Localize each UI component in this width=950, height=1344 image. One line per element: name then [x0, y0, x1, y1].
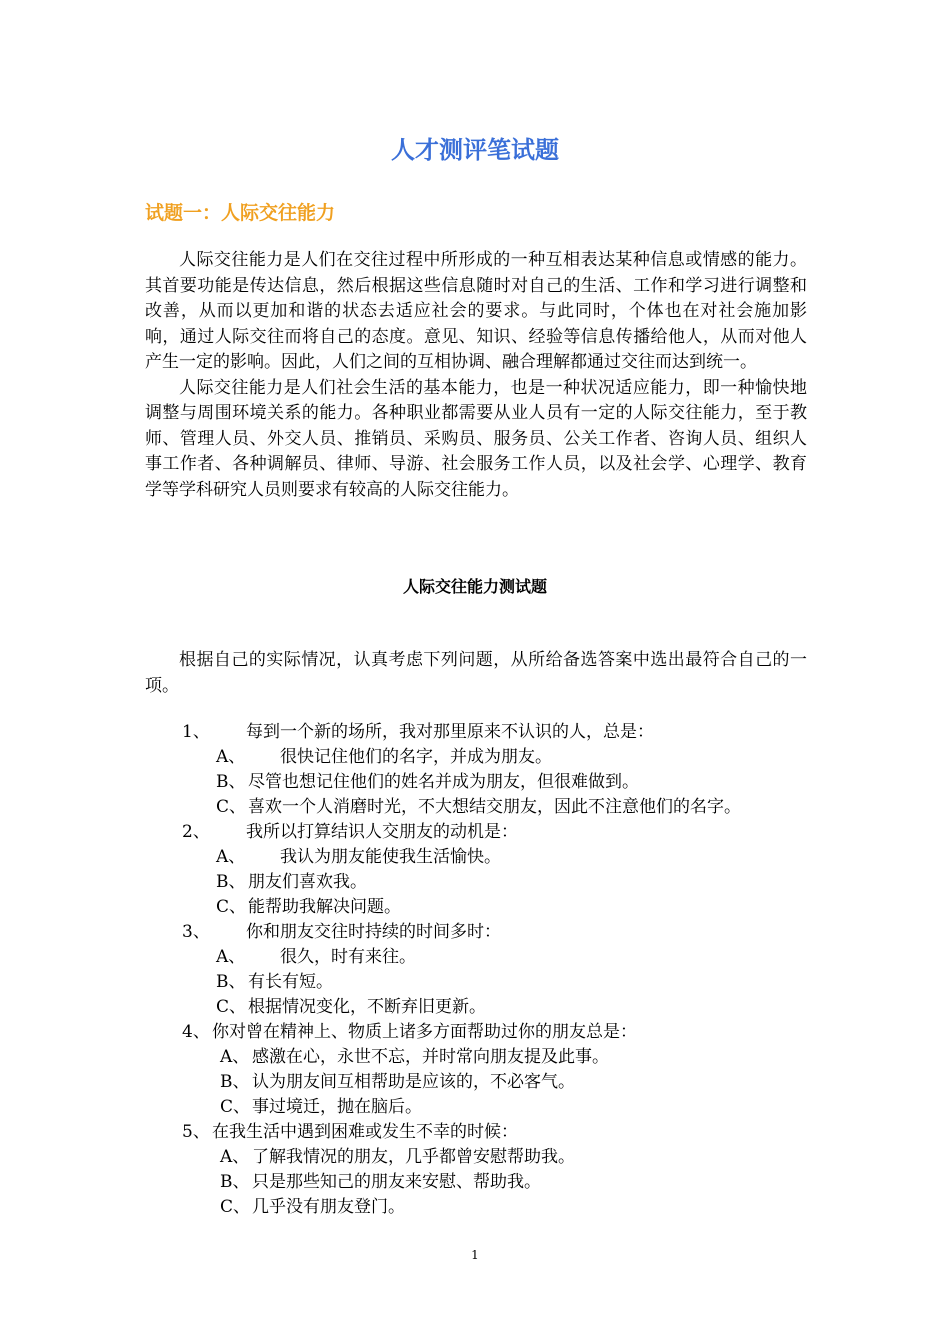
option-label: B、: [220, 1172, 250, 1192]
option-label: B、: [216, 872, 246, 892]
option-text: 我认为朋友能使我生活愉快。: [280, 847, 501, 867]
option-text: 认为朋友间互相帮助是应该的，不必客气。: [252, 1072, 575, 1092]
instruction-text: 根据自己的实际情况，认真考虑下列问题，从所给备选答案中选出最符合自己的一项。: [145, 650, 807, 696]
option-text: 事过境迁，抛在脑后。: [252, 1097, 422, 1117]
option-label: A、: [216, 747, 246, 767]
question-number: 1、: [182, 722, 210, 742]
option-label: A、: [216, 847, 246, 867]
test-title: 人际交往能力测试题: [402, 577, 547, 596]
question-text: 我所以打算结识人交朋友的动机是：: [246, 822, 518, 842]
option-label: C、: [220, 1197, 251, 1217]
option-text: 只是那些知己的朋友来安慰、帮助我。: [252, 1172, 541, 1192]
option-label: A、: [220, 1147, 250, 1167]
option-text: 能帮助我解决问题。: [248, 897, 401, 917]
intro-text: [145, 248, 807, 503]
question-number: 2、: [182, 822, 210, 842]
question-text: 在我生活中遇到困难或发生不幸的时候：: [212, 1122, 518, 1142]
option-label: A、: [220, 1047, 250, 1067]
option-text: 很快记住他们的名字，并成为朋友。: [280, 747, 552, 767]
option-text: 很久，时有来往。: [280, 947, 416, 967]
option-text: 感激在心，永世不忘，并时常向朋友提及此事。: [252, 1047, 609, 1067]
question-text: 每到一个新的场所，我对那里原来不认识的人，总是：: [246, 722, 654, 742]
option-text: 喜欢一个人消磨时光，不大想结交朋友，因此不注意他们的名字。: [248, 797, 741, 817]
option-label: B、: [216, 972, 246, 992]
option-text: 几乎没有朋友登门。: [252, 1197, 405, 1217]
option-label: A、: [216, 947, 246, 967]
question-text: 你对曾在精神上、物质上诸多方面帮助过你的朋友总是：: [212, 1022, 637, 1042]
intro-paragraph: 人际交往能力是人们社会生活的基本能力，也是一种状况适应能力，即一种愉快地调整与周围环境关系的能力。各种职业都需要从业人员有一定的人际交往能力，至于教师、管理人员、外交人员、推销员、采购员、服务员、公关工作者、咨询人员、组织人事工作者、各种调解员、律师、导游、社会服务工作人员，以及社会学、心理学、教育学等学科研究人员则要求有较高的人际交往能力。: [145, 377, 807, 500]
option-text: 根据情况变化，不断弃旧更新。: [248, 997, 486, 1017]
section-heading: 试题一：人际交往能力: [145, 202, 336, 224]
question-number: 4、: [182, 1022, 210, 1042]
option-label: C、: [220, 1097, 251, 1117]
option-text: 了解我情况的朋友，几乎都曾安慰帮助我。: [252, 1147, 575, 1167]
option-label: C、: [216, 897, 247, 917]
question-number: 5、: [182, 1122, 210, 1142]
option-label: C、: [216, 997, 247, 1017]
option-text: 有长有短。: [248, 972, 333, 992]
option-label: C、: [216, 797, 247, 817]
option-label: B、: [220, 1072, 250, 1092]
option-text: 尽管也想记住他们的姓名并成为朋友，但很难做到。: [248, 772, 639, 792]
page-number: 1: [471, 1248, 479, 1262]
option-label: B、: [216, 772, 246, 792]
document-title: 人才测评笔试题: [391, 136, 559, 164]
option-text: 朋友们喜欢我。: [248, 872, 367, 892]
intro-paragraph: 人际交往能力是人们在交往过程中所形成的一种互相表达某种信息或情感的能力。其首要功能是传达信息，然后根据这些信息随时对自己的生活、工作和学习进行调整和改善，从而以更加和谐的状态去适应社会的要求。与此同时，个体也在对社会施加影响，通过人际交往而将自己的态度。意见、知识、经验等信息传播给他人，从而对他人产生一定的影响。因此，人们之间的互相协调、融合理解都通过交往而达到统一。: [145, 250, 807, 372]
question-number: 3、: [182, 922, 210, 942]
question-text: 你和朋友交往时持续的时间多时：: [246, 922, 501, 942]
